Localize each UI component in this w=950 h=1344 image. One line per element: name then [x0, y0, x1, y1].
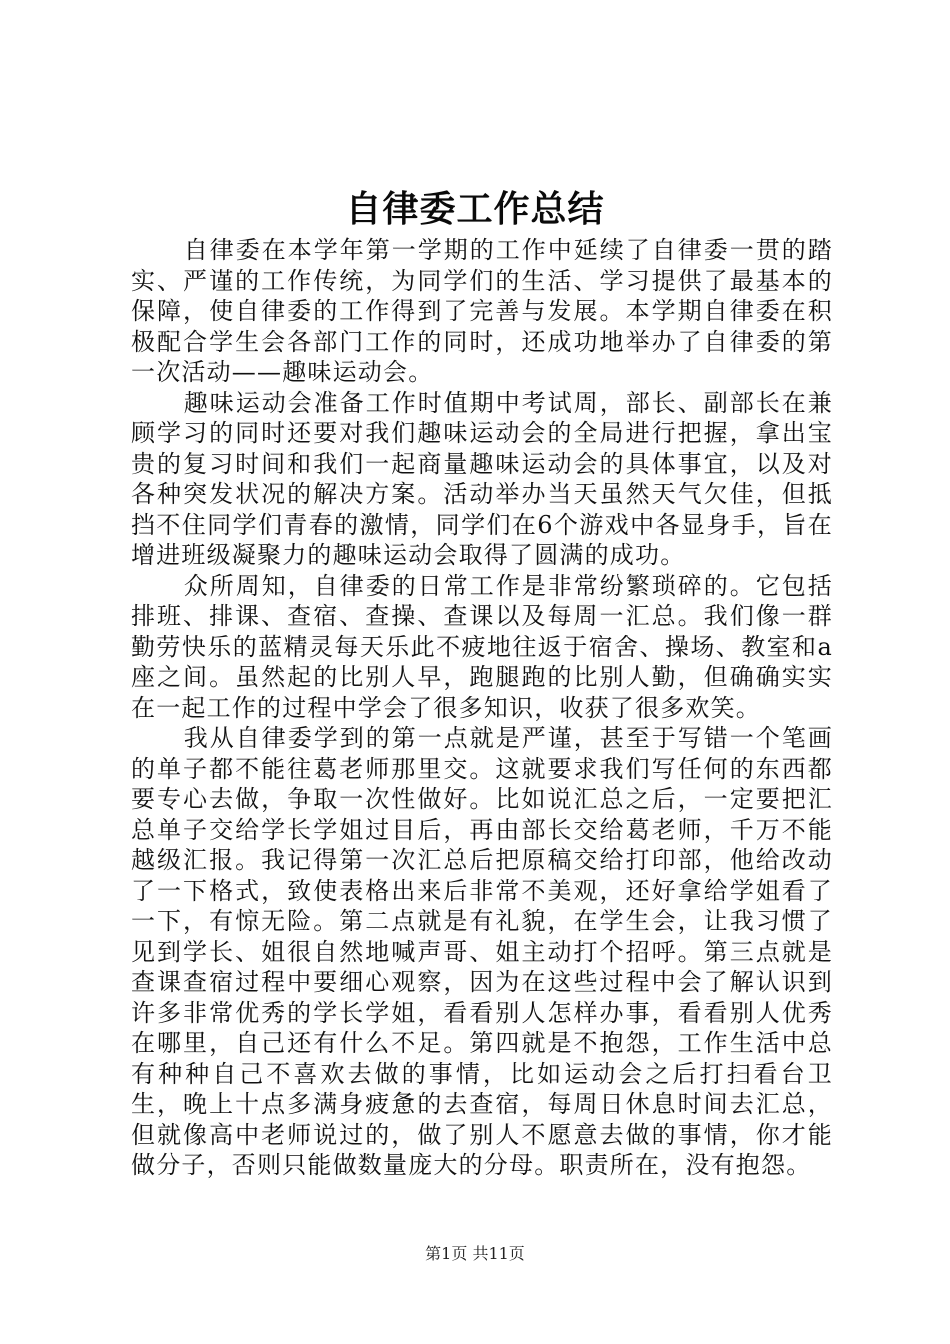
- document-title: 自律委工作总结: [345, 188, 605, 230]
- document-body: [131, 235, 833, 1181]
- paragraph-1: 自律委在本学年第一学期的工作中延续了自律委一贯的踏实、严谨的工作传统，为同学们的生活、学习提供了最基本的保障，使自律委的工作得到了完善与发展。本学期自律委在积极配合学生会各部门工作的同时，还成功地举办了自律委的第一次活动——趣味运动会。: [131, 236, 833, 386]
- paragraph-4: 我从自律委学到的第一点就是严谨，甚至于写错一个笔画的单子都不能往葛老师那里交。这就要求我们写任何的东西都要专心去做，争取一次性做好。比如说汇总之后，一定要把汇总单子交给学长学姐过目后，再由部长交给葛老师，千万不能越级汇报。我记得第一次汇总后把原稿交给打印部，他给改动了一下格式，致使表格出来后非常不美观，还好拿给学姐看了一下，有惊无险。第二点就是有礼貌，在学生会，让我习惯了见到学长、姐很自然地喊声哥、姐主动打个招呼。第三点就是查课查宿过程中要细心观察，因为在这些过程中会了解认识到许多非常优秀的学长学姐，看看别人怎样办事，看看别人优秀在哪里，自己还有什么不足。第四就是不抱怨，工作生活中总有种种自己不喜欢去做的事情，比如运动会之后打扫看台卫生，晚上十点多满身疲惫的去查宿，每周日休息时间去汇总，但就像高中老师说过的，做了别人不愿意去做的事情，你才能做分子，否则只能做数量庞大的分母。职责所在，没有抱怨。: [131, 724, 833, 1179]
- page-number-footer: 第1页 共11页: [425, 1244, 525, 1263]
- paragraph-3: 众所周知，自律委的日常工作是非常纷繁琐碎的。它包括排班、排课、查宿、查操、查课以及每周一汇总。我们像一群勤劳快乐的蓝精灵每天乐此不疲地往返于宿舍、操场、教室和a座之间。虽然起的比别人早，跑腿跑的比别人勤，但确确实实在一起工作的过程中学会了很多知识，收获了很多欢笑。: [131, 571, 833, 722]
- paragraph-2: 趣味运动会准备工作时值期中考试周，部长、副部长在兼顾学习的同时还要对我们趣味运动会的全局进行把握，拿出宝贵的复习时间和我们一起商量趣味运动会的具体事宜，以及对各种突发状况的解决方案。活动举办当天虽然天气欠佳，但抵挡不住同学们青春的激情，同学们在6个游戏中各显身手，旨在增进班级凝聚力的趣味运动会取得了圆满的成功。: [131, 388, 833, 569]
